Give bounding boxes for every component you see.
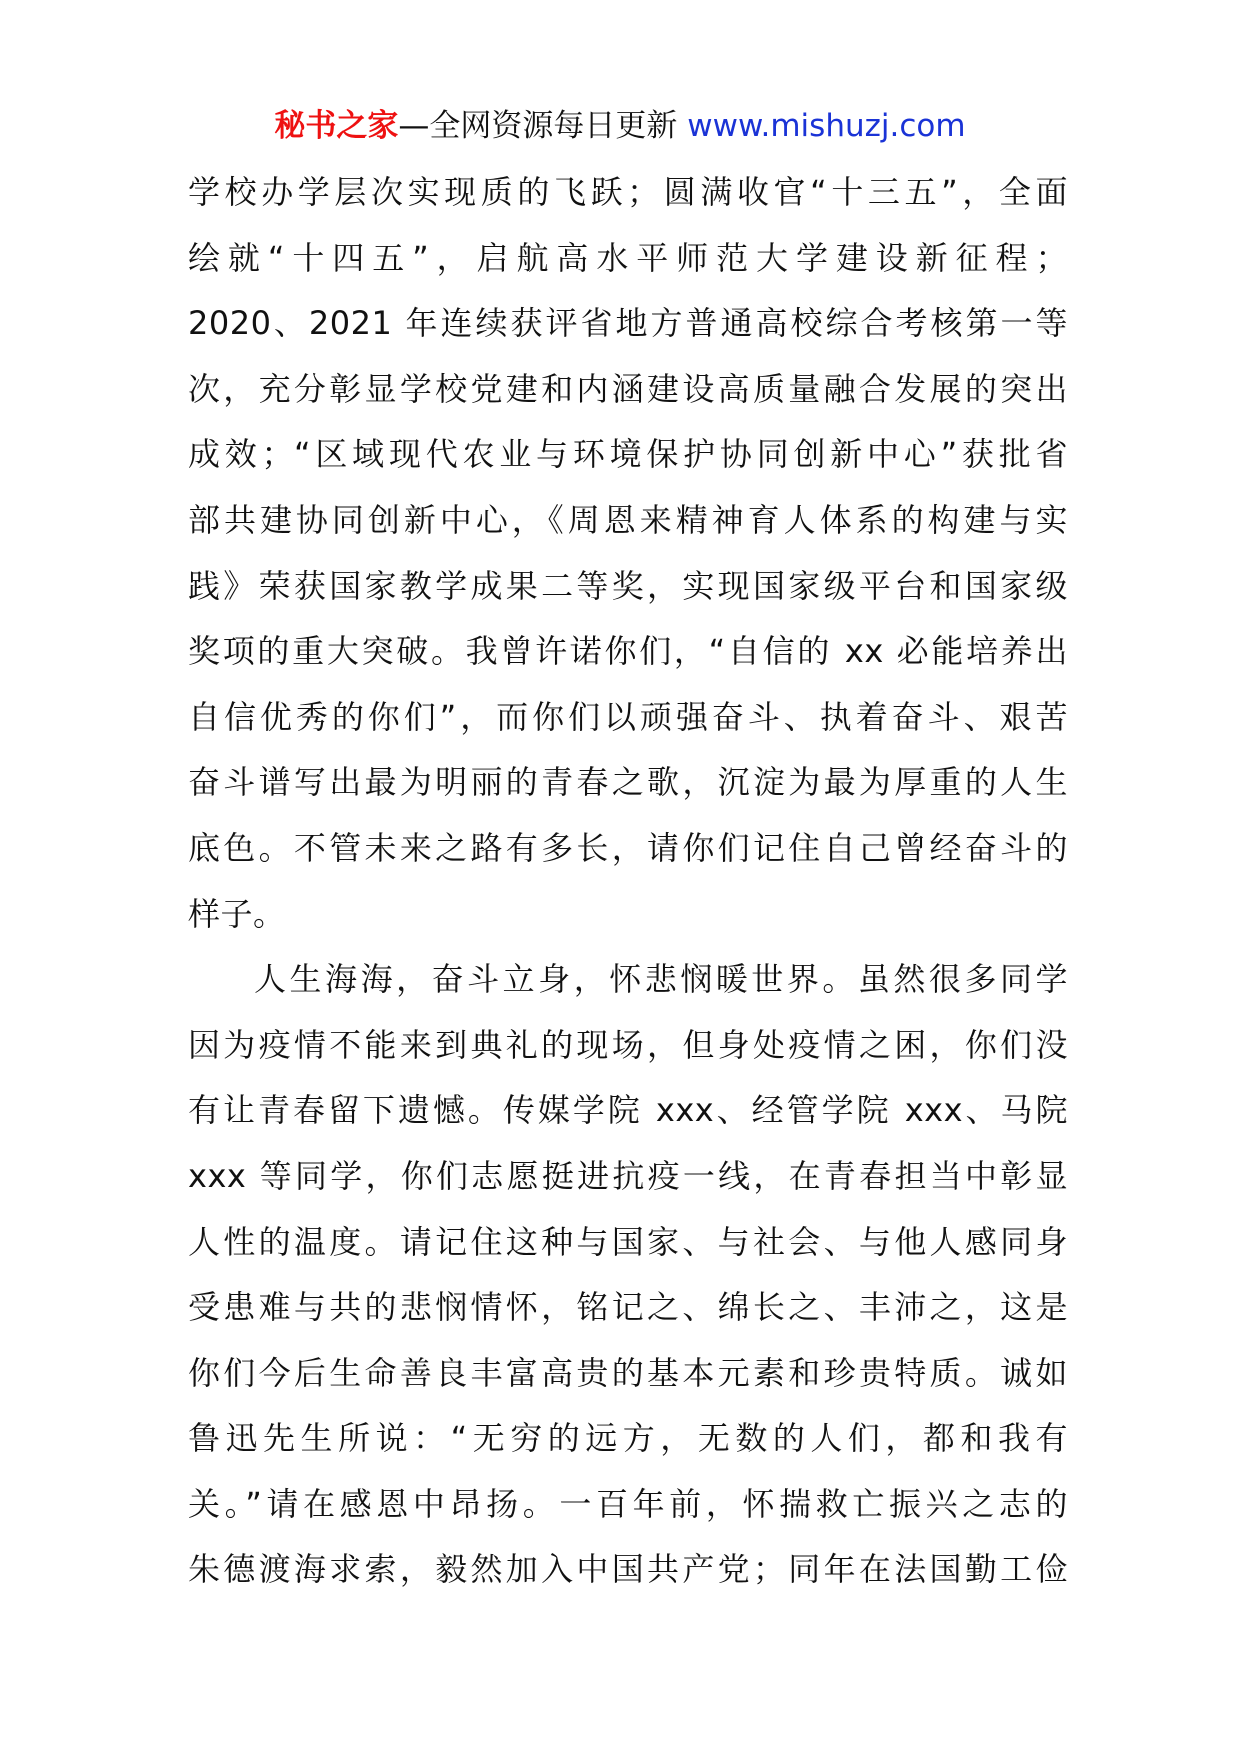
text-line: 受患难与共的悲悯情怀，铭记之、绵长之、丰沛之，这是	[188, 1288, 1068, 1327]
paragraph-first-line: 人生海海，奋斗立身，怀悲悯暖世界。虽然很多同学	[254, 960, 1068, 999]
text-line: 样子。	[188, 894, 286, 933]
text-line: 有让青春留下遗憾。传媒学院 xxx、经管学院 xxx、马院	[188, 1091, 1068, 1130]
text-line: 学校办学层次实现质的飞跃；圆满收官“十三五”，全面	[188, 173, 1068, 211]
text-line: 践》荣获国家教学成果二等奖，实现国家级平台和国家级	[188, 566, 1068, 605]
text-line: 次，充分彰显学校党建和内涵建设高质量融合发展的突出	[188, 369, 1068, 408]
text-line: 鲁迅先生所说：“无穷的远方，无数的人们，都和我有	[188, 1419, 1068, 1458]
brand-name: 秘书之家	[274, 108, 399, 144]
website-link[interactable]: www.mishuzj.com	[687, 108, 966, 144]
text-line: 奖项的重大突破。我曾许诺你们，“自信的 xx 必能培养出	[188, 632, 1068, 671]
page-header	[0, 104, 1240, 148]
header-tagline: —全网资源每日更新	[398, 108, 678, 144]
text-line: 底色。不管未来之路有多长，请你们记住自己曾经奋斗的	[188, 828, 1068, 867]
text-line: 绘就“十四五”，启航高水平师范大学建设新征程；	[188, 238, 1068, 277]
text-line: 因为疫情不能来到典礼的现场，但身处疫情之困，你们没	[188, 1025, 1068, 1064]
text-line: 成效；“区域现代农业与环境保护协同创新中心”获批省	[188, 435, 1068, 474]
text-line: 部共建协同创新中心，《周恩来精神育人体系的构建与实	[188, 500, 1068, 539]
text-line: 奋斗谱写出最为明丽的青春之歌，沉淀为最为厚重的人生	[188, 763, 1068, 802]
text-line: 朱德渡海求索，毅然加入中国共产党；同年在法国勤工俭	[188, 1550, 1068, 1589]
text-line: 2020、2021 年连续获评省地方普通高校综合考核第一等	[188, 304, 1068, 343]
document-body	[188, 160, 1068, 1603]
text-line: 关。”请在感恩中昂扬。一百年前，怀揣救亡振兴之志的	[188, 1484, 1068, 1523]
text-line: 人性的温度。请记住这种与国家、与社会、与他人感同身	[188, 1222, 1068, 1261]
text-line: 自信优秀的你们”，而你们以顽强奋斗、执着奋斗、艰苦	[188, 697, 1068, 736]
text-line: 你们今后生命善良丰富高贵的基本元素和珍贵特质。诚如	[188, 1353, 1068, 1392]
text-line: xxx 等同学，你们志愿挺进抗疫一线，在青春担当中彰显	[188, 1156, 1068, 1195]
